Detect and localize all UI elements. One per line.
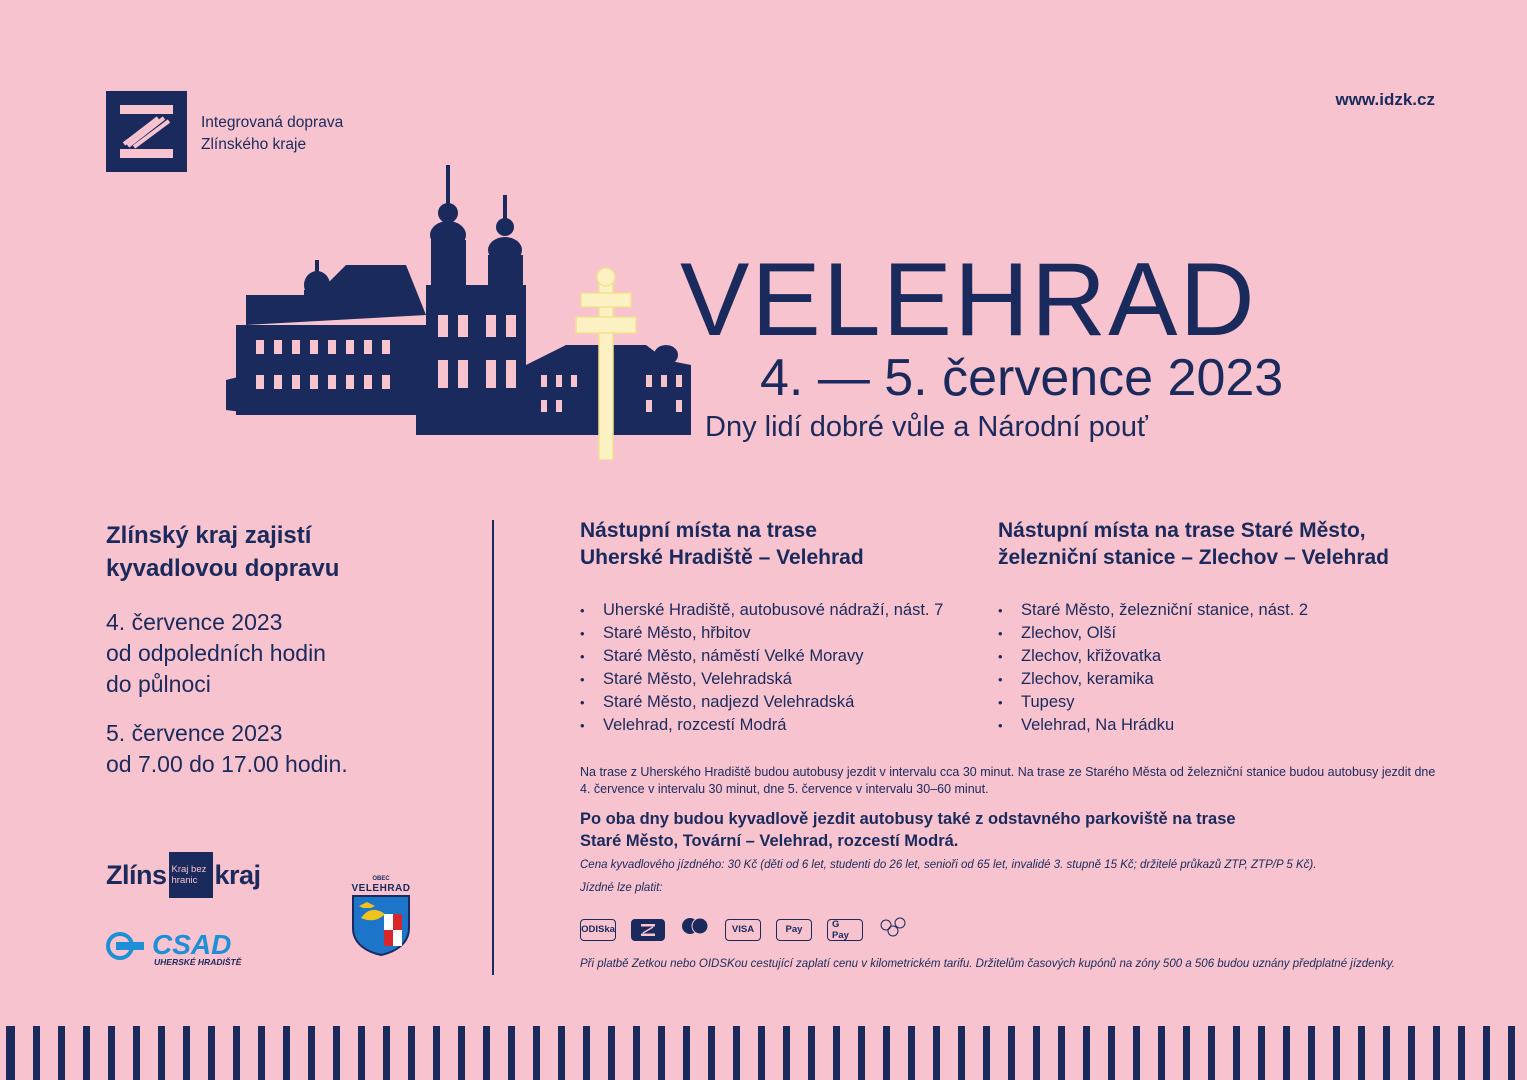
- website-link[interactable]: www.idzk.cz: [1335, 90, 1435, 109]
- list-item: • Uherské Hradiště, autobusové nádraží, nást. 7: [580, 599, 980, 622]
- crest-label-small: OBEC: [372, 876, 390, 882]
- csad-logo: [106, 928, 276, 968]
- velehrad-crest-icon: [351, 894, 411, 956]
- shuttle-heading-line2: kyvadlovou dopravu: [106, 555, 340, 582]
- crest-label-name: VELEHRAD: [351, 883, 411, 894]
- zetka-card-icon: [631, 919, 665, 941]
- event-subtitle: Dny lidí dobré vůle a Národní pouť: [705, 411, 1148, 443]
- list-item: • Velehrad, rozcestí Modrá: [580, 714, 980, 737]
- basilica-illustration: [226, 165, 691, 460]
- parking-note: [580, 808, 1440, 852]
- oidsk-card-icon: ODISka: [580, 919, 616, 941]
- parking-note-line1: Po oba dny budou kyvadlově jezdit autobusy také z odstavného parkoviště na trase: [580, 810, 1236, 828]
- day2-schedule: [106, 718, 476, 780]
- list-item: • Zlechov, Olší: [998, 622, 1458, 645]
- idzk-logo: [106, 91, 187, 172]
- fare-note: Cena kyvadlového jízdného: 30 Kč (děti od 6 let, studenti do 26 let, senioři od 65 let, invalidé 3. stupně 15 Kč; držitelé průkazů ZTP, ZTP/P 5 Kč).: [580, 859, 1317, 871]
- apple-pay-icon: Pay: [776, 919, 812, 941]
- list-item: • Zlechov, keramika: [998, 668, 1458, 691]
- zlinsky-kraj-logo: [106, 852, 261, 898]
- zetka-note: Při platbě Zetkou nebo OIDSKou cestující zaplatí cenu v kilometrickém tarifu. Držitelům časových kupónů na zóny 500 a 506 budou uznány předplatné jízdenky.: [580, 958, 1395, 970]
- shuttle-heading-line1: Zlínský kraj zajistí: [106, 522, 312, 549]
- day1-line1: 4. července 2023: [106, 609, 283, 635]
- route-a-stops: [580, 599, 980, 737]
- route-a-heading-line2: Uherské Hradiště – Velehrad: [580, 546, 864, 569]
- zk-logo-left: Zlíns: [106, 859, 167, 890]
- org-name: [201, 112, 343, 156]
- csad-name: CSAD: [152, 929, 232, 960]
- day1-line2: od odpoledních hodin: [106, 640, 326, 666]
- list-item: • Zlechov, křižovatka: [998, 645, 1458, 668]
- route-uherske-hradiste: [580, 517, 980, 737]
- day1-line3: do půlnoci: [106, 671, 211, 697]
- zk-logo-box: Kraj bez hranic: [169, 852, 213, 898]
- list-item: • Staré Město, nadjezd Velehradská: [580, 691, 980, 714]
- mastercard-icon: [680, 916, 710, 943]
- route-a-heading: [580, 517, 980, 571]
- zone-ticket-icon: [878, 915, 908, 944]
- list-item: • Velehrad, Na Hrádku: [998, 714, 1458, 737]
- event-title: VELEHRAD: [680, 242, 1257, 358]
- event-dates: 4. — 5. července 2023: [760, 349, 1284, 407]
- z-logo-icon: [640, 923, 656, 937]
- day2-line2: od 7.00 do 17.00 hodin.: [106, 751, 348, 777]
- shuttle-heading: [106, 519, 476, 585]
- zk-logo-right: kraj: [214, 859, 261, 890]
- csad-subtitle: UHERSKÉ HRADIŠTĚ: [154, 957, 242, 967]
- visa-icon: VISA: [725, 919, 761, 941]
- route-b-stops: [998, 599, 1458, 737]
- decorative-stripes: [0, 1026, 1527, 1080]
- velehrad-crest-label: [350, 876, 412, 894]
- route-b-heading-line2: železniční stanice – Zlechov – Velehrad: [998, 546, 1390, 569]
- org-name-line1: Integrovaná doprava: [201, 114, 344, 131]
- route-stare-mesto: [998, 517, 1458, 737]
- column-divider: [492, 520, 494, 975]
- payment-label: Jízdné lze platit:: [580, 882, 663, 894]
- day2-line1: 5. července 2023: [106, 720, 283, 746]
- google-pay-icon: G Pay: [827, 919, 863, 941]
- list-item: • Staré Město, Velehradská: [580, 668, 980, 691]
- day1-schedule: [106, 607, 476, 700]
- list-item: • Staré Město, železniční stanice, nást. 2: [998, 599, 1458, 622]
- route-a-heading-line1: Nástupní místa na trase: [580, 519, 817, 542]
- interval-note: Na trase z Uherského Hradiště budou autobusy jezdit v intervalu cca 30 minut. Na trase ze Starého Města od železniční stanice budou autobusy jezdit dne 4. července v intervalu 30 minut, dne 5. července v intervalu 30–60 minut.: [580, 765, 1436, 796]
- route-b-heading: [998, 517, 1458, 571]
- list-item: • Tupesy: [998, 691, 1458, 714]
- shuttle-info: [106, 519, 476, 798]
- z-logo-icon: [106, 91, 187, 172]
- route-b-heading-line1: Nástupní místa na trase Staré Město,: [998, 519, 1366, 542]
- list-item: • Staré Město, náměstí Velké Moravy: [580, 645, 980, 668]
- org-name-line2: Zlínského kraje: [201, 136, 307, 153]
- payment-methods: [580, 915, 908, 944]
- parking-note-line2: Staré Město, Tovární – Velehrad, rozcestí Modrá.: [580, 832, 959, 850]
- list-item: • Staré Město, hřbitov: [580, 622, 980, 645]
